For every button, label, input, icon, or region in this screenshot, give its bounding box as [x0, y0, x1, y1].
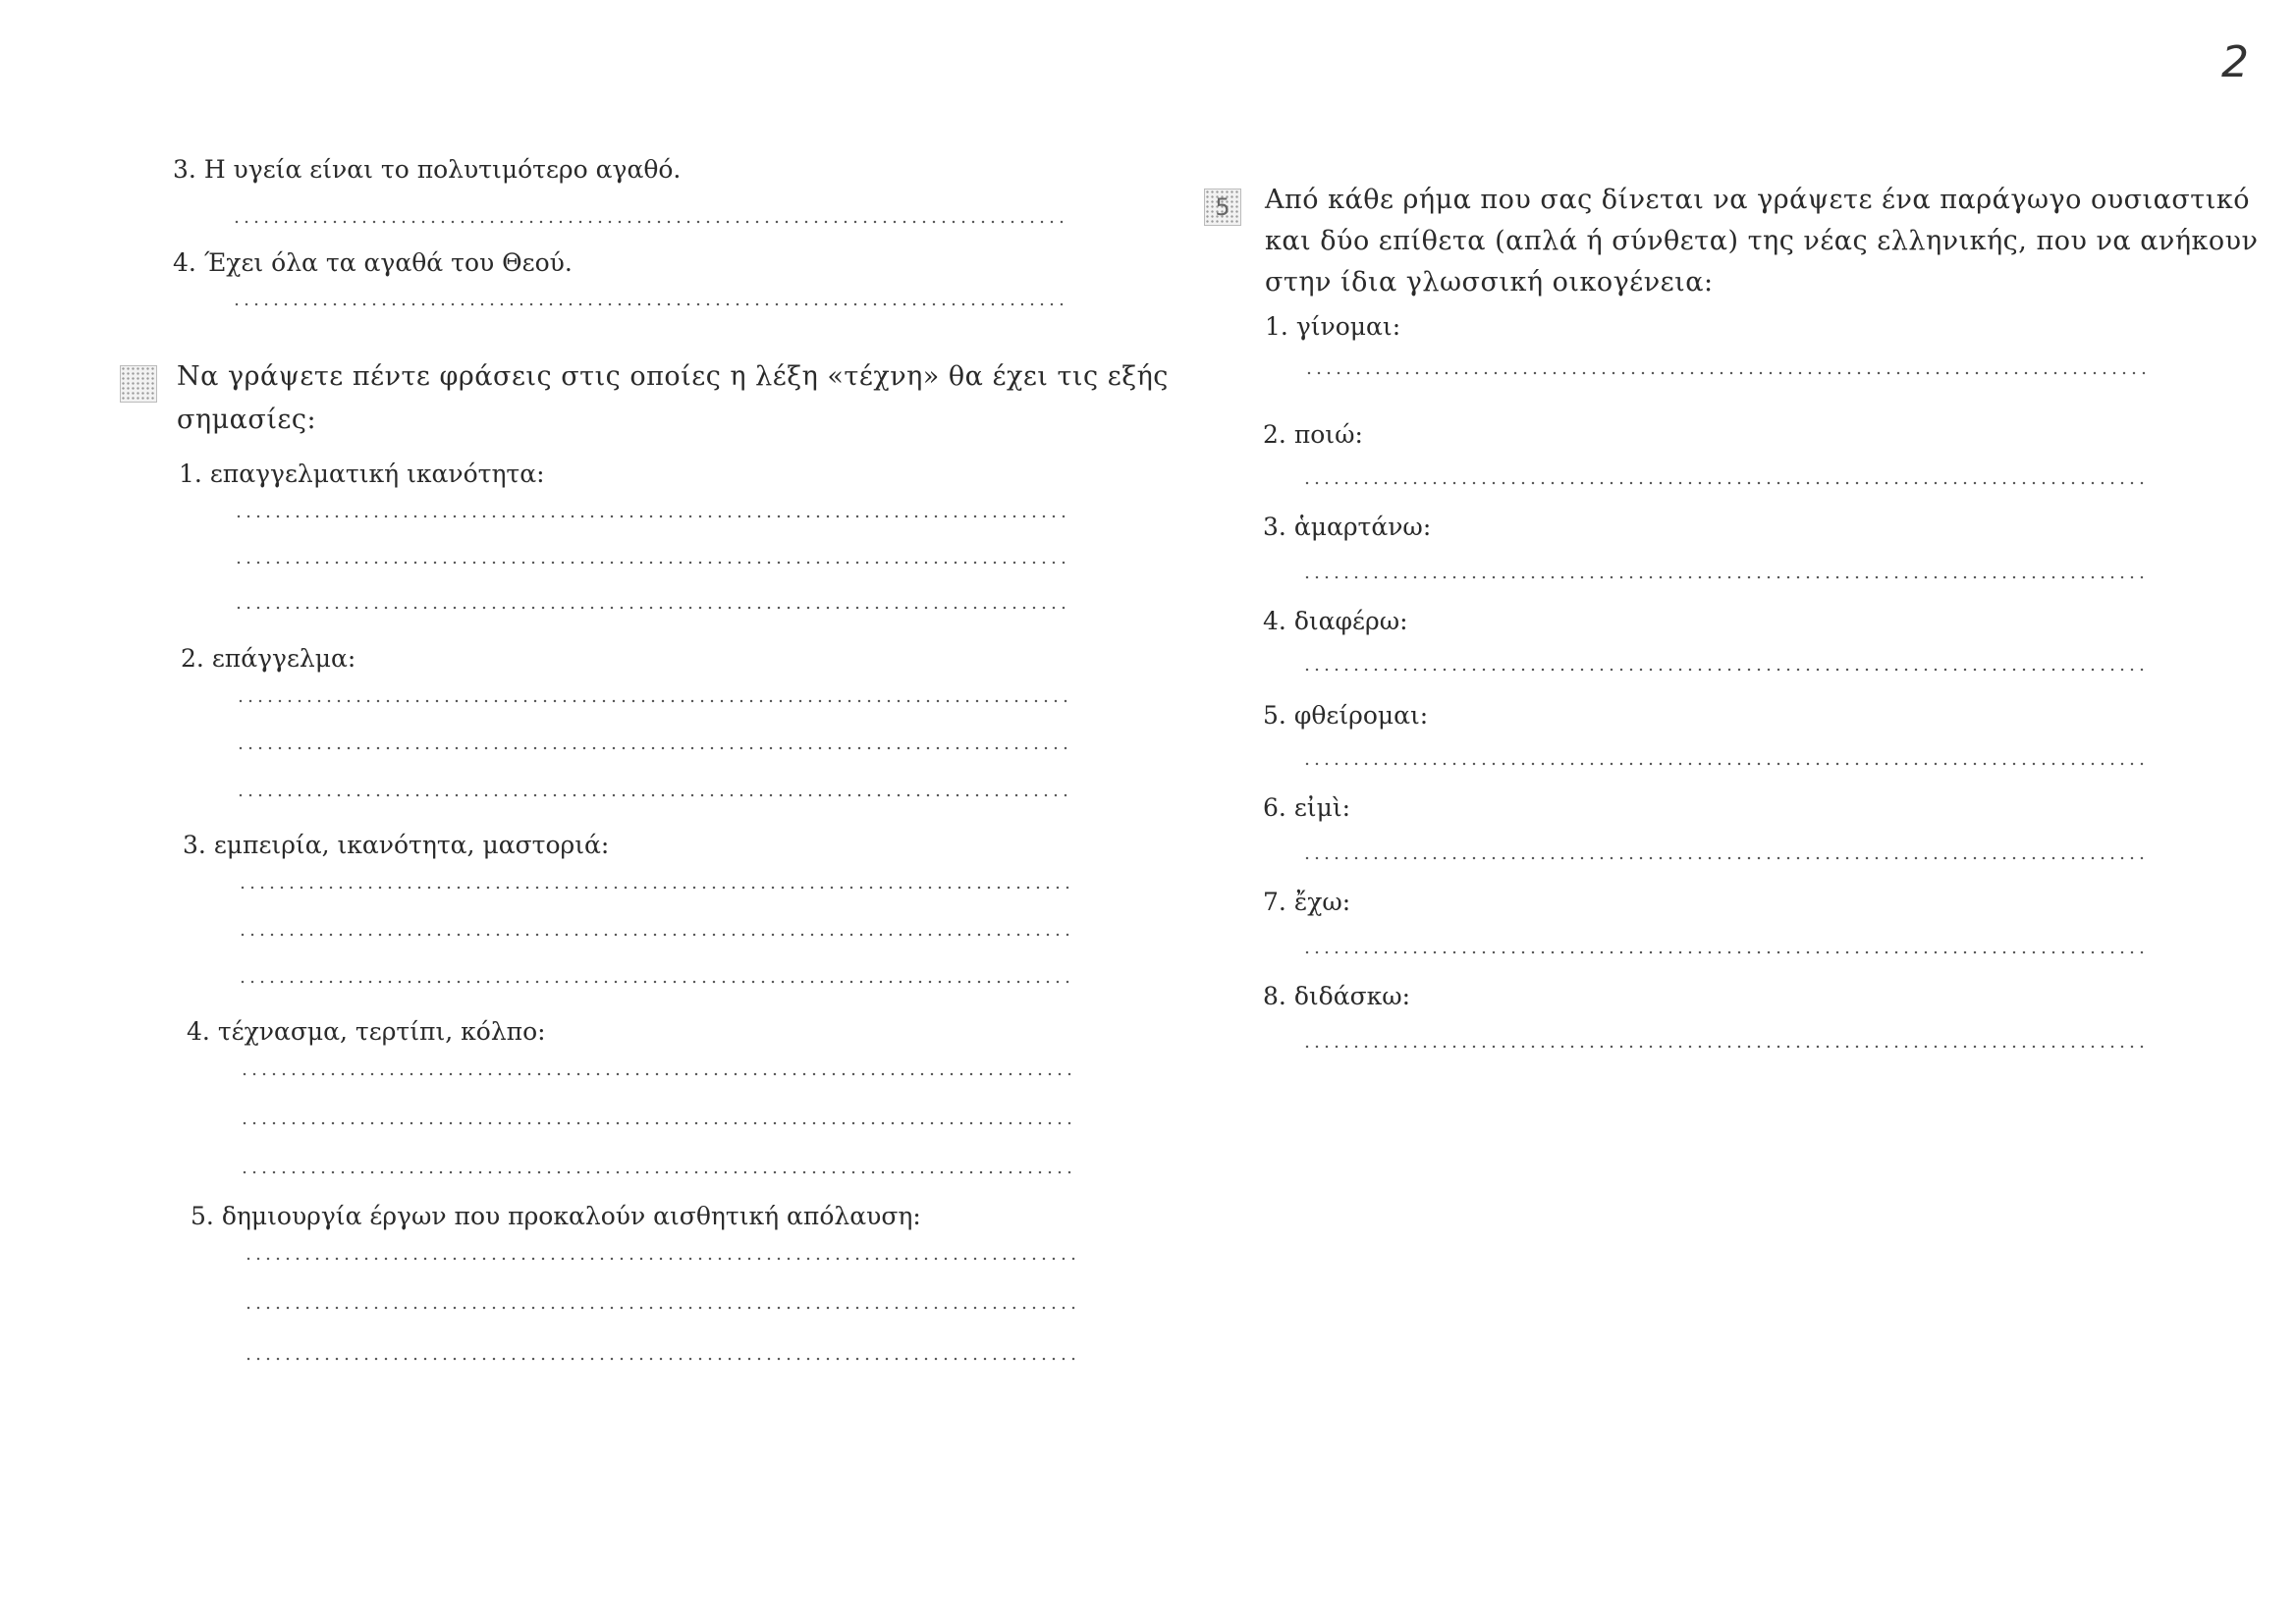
item-number: 2. [1263, 420, 1286, 449]
list-item [1263, 982, 1410, 1010]
answer-line[interactable] [236, 746, 1072, 750]
answer-line[interactable] [238, 980, 1074, 984]
answer-line[interactable] [244, 1257, 1080, 1261]
list-item [1265, 312, 1400, 341]
item-number: 4. [173, 248, 196, 277]
answer-line[interactable] [234, 514, 1070, 518]
exercise-instruction: Από κάθε ρήμα που σας δίνεται να γράψετε ένα παράγωγο ουσιαστικό [1265, 185, 2250, 215]
answer-line[interactable] [238, 886, 1074, 890]
page-number: 2 [2221, 37, 2249, 87]
item-text: φθείρομαι: [1293, 701, 1429, 730]
list-item [187, 1017, 546, 1046]
item-number: 5. [1263, 701, 1286, 730]
list-item [1263, 607, 1408, 635]
item-number: 4. [187, 1017, 210, 1046]
item-number: 3. [173, 155, 196, 184]
item-number: 3. [183, 831, 206, 859]
item-text: ἔχω: [1293, 888, 1351, 916]
answer-line[interactable] [1302, 950, 2149, 954]
item-number: 2. [181, 644, 204, 673]
item-text: εμπειρία, ικανότητα, μαστοριά: [213, 831, 610, 859]
item-number: 1. [1265, 312, 1288, 341]
item-text: διδάσκω: [1293, 982, 1411, 1010]
item-text: γίνομαι: [1295, 312, 1401, 341]
item-text: Η υγεία είναι το πολυτιμότερο αγαθό. [203, 155, 682, 184]
item-text: επαγγελματική ικανότητα: [209, 460, 545, 488]
answer-line[interactable] [234, 561, 1070, 565]
answer-line[interactable] [1302, 762, 2149, 766]
list-item [1263, 420, 1363, 449]
exercise-instruction: σημασίες: [177, 405, 317, 435]
item-text: επάγγελμα: [211, 644, 356, 673]
answer-line[interactable] [240, 1121, 1076, 1125]
item-number: 5. [191, 1202, 214, 1230]
answer-line[interactable] [232, 302, 1068, 306]
answer-line[interactable] [234, 606, 1070, 610]
item-text: δημιουργία έργων που προκαλούν αισθητική απόλαυση: [221, 1202, 921, 1230]
answer-line[interactable] [1304, 371, 2151, 375]
item-text: ποιώ: [1293, 420, 1363, 449]
item-text: ἁμαρτάνω: [1293, 513, 1432, 541]
answer-line[interactable] [1302, 481, 2149, 485]
item-number: 6. [1263, 793, 1286, 822]
answer-line[interactable] [240, 1072, 1076, 1076]
answer-line[interactable] [232, 220, 1068, 224]
list-item [1263, 793, 1350, 822]
answer-line[interactable] [1302, 856, 2149, 860]
answer-line[interactable] [240, 1170, 1076, 1174]
answer-line[interactable] [236, 699, 1072, 703]
item-text: εἰμὶ: [1293, 793, 1351, 822]
exercise-instruction: και δύο επίθετα (απλά ή σύνθετα) της νέας ελληνικής, που να ανήκουν [1265, 226, 2259, 256]
item-number: 7. [1263, 888, 1286, 916]
list-item [1263, 888, 1350, 916]
exercise-number-badge: 5 [1204, 189, 1241, 226]
exercise-badge-icon [120, 365, 157, 403]
answer-line[interactable] [1302, 1045, 2149, 1049]
list-item [181, 644, 355, 673]
list-item [1263, 701, 1428, 730]
list-item [191, 1202, 921, 1230]
item-text: τέχνασμα, τερτίπι, κόλπο: [217, 1017, 546, 1046]
list-item [173, 155, 681, 184]
answer-line[interactable] [238, 933, 1074, 937]
list-item [1263, 513, 1431, 541]
list-item [183, 831, 609, 859]
exercise-instruction: στην ίδια γλωσσική οικογένεια: [1265, 267, 1714, 298]
item-number: 3. [1263, 513, 1286, 541]
item-number: 8. [1263, 982, 1286, 1010]
list-item [179, 460, 545, 488]
item-text: Έχει όλα τα αγαθά του Θεού. [203, 248, 573, 277]
list-item [173, 248, 573, 277]
answer-line[interactable] [1302, 668, 2149, 672]
exercise-instruction: Να γράψετε πέντε φράσεις στις οποίες η λέξη «τέχνη» θα έχει τις εξής [177, 361, 1169, 392]
answer-line[interactable] [236, 793, 1072, 797]
item-text: διαφέρω: [1293, 607, 1408, 635]
item-number: 4. [1263, 607, 1286, 635]
answer-line[interactable] [244, 1306, 1080, 1310]
answer-line[interactable] [244, 1357, 1080, 1361]
item-number: 1. [179, 460, 202, 488]
answer-line[interactable] [1302, 575, 2149, 579]
